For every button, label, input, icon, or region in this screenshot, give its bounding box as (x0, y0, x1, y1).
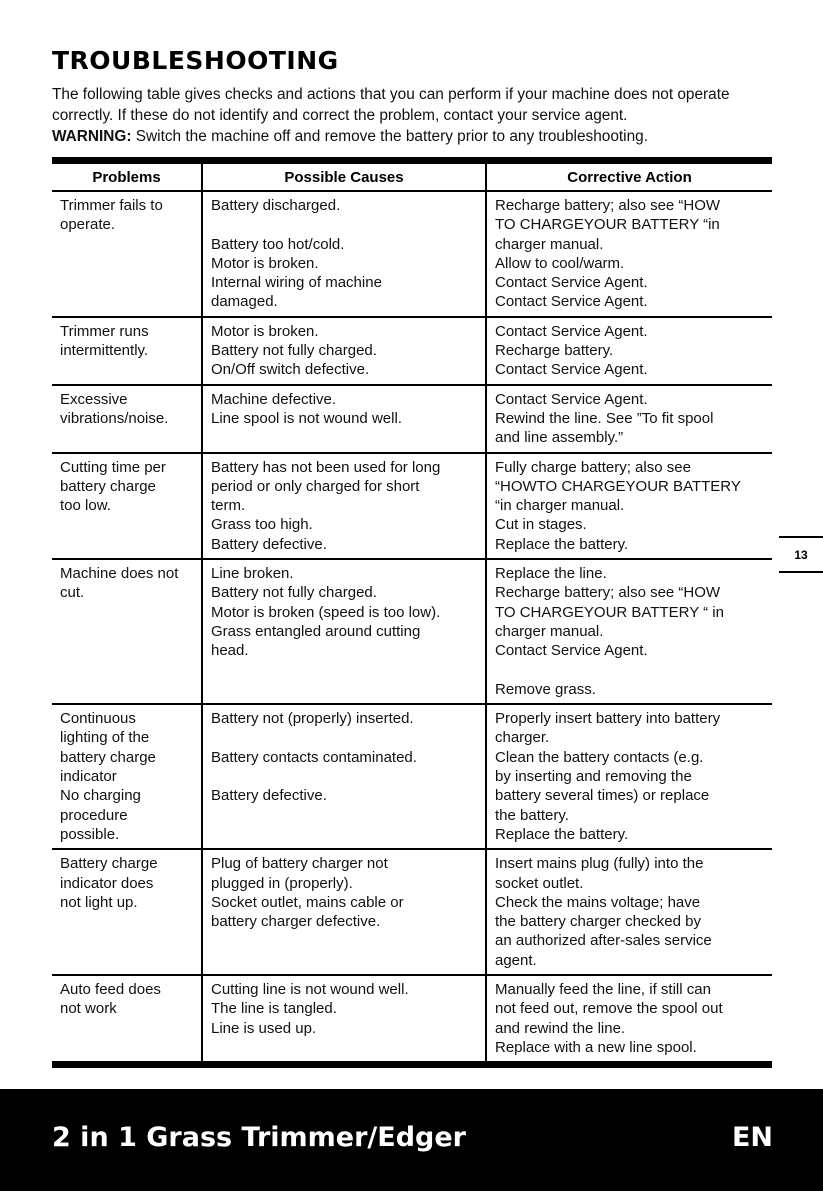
cell-line: operate. (60, 216, 116, 234)
cell-line: Battery has not been used for long (211, 458, 441, 476)
cell-line: Motor is broken (speed is too low). (211, 603, 441, 621)
problem-cell (52, 975, 202, 1061)
cell-line: and rewind the line. (495, 1019, 626, 1037)
cell-line: intermittently. (60, 342, 149, 360)
cell-line: an authorized after-sales service (495, 932, 712, 950)
cell-line: Battery not fully charged. (211, 584, 377, 602)
problem-cell (52, 191, 202, 317)
cell-line (211, 215, 479, 234)
cell-line: vibrations/noise. (60, 409, 169, 427)
cell-line: Line broken. (211, 565, 294, 583)
table-row (52, 191, 772, 317)
causes-cell (202, 191, 486, 317)
table-row (52, 849, 772, 975)
cell-line: TO CHARGEYOUR BATTERY “ in (495, 603, 724, 621)
cell-line: “HOWTO CHARGEYOUR BATTERY (495, 477, 741, 495)
cell-line: Machine defective. (211, 390, 337, 408)
cell-line: Recharge battery; also see “HOW (495, 584, 721, 602)
warning-label: WARNING: (52, 128, 132, 145)
warning-text: Switch the machine off and remove the battery prior to any troubleshooting. (131, 128, 648, 145)
cell-line: Trimmer fails to (60, 197, 163, 214)
footer-language-code: EN (731, 1122, 773, 1153)
table-row (52, 975, 772, 1061)
cell-line: Cut in stages. (495, 516, 587, 534)
causes-cell (202, 453, 486, 559)
table-row (52, 453, 772, 559)
causes-cell (202, 975, 486, 1061)
cell-line: Line is used up. (211, 1019, 317, 1037)
cell-line: not work (60, 1000, 117, 1018)
cell-line: too low. (60, 497, 111, 515)
cell-line: Properly insert battery into battery (495, 710, 721, 728)
cell-line: Auto feed does (60, 980, 161, 998)
cell-line: and line assembly.” (495, 429, 624, 447)
cell-line: battery charge (60, 748, 156, 766)
cell-line: battery charge (60, 477, 156, 495)
causes-cell (202, 385, 486, 453)
cell-line: Replace the line. (495, 565, 607, 583)
cell-line: Machine does not (60, 565, 179, 583)
cell-line: cut. (60, 584, 85, 602)
cell-line: Cutting line is not wound well. (211, 980, 409, 998)
cell-line: the battery. (495, 806, 569, 824)
actions-cell (486, 191, 772, 317)
cell-line: not light up. (60, 893, 138, 911)
problem-cell (52, 849, 202, 975)
cell-line: indicator does (60, 874, 154, 892)
cell-line: Contact Service Agent. (495, 361, 648, 379)
cell-line: Continuous (60, 710, 136, 728)
cell-line: not feed out, remove the spool out (495, 1000, 723, 1018)
cell-line: indicator (60, 768, 117, 786)
cell-line: Grass entangled around cutting (211, 622, 421, 640)
page-number: 13 (779, 536, 823, 573)
cell-line: Allow to cool/warm. (495, 254, 625, 272)
cell-line: TO CHARGEYOUR BATTERY “in (495, 216, 720, 234)
cell-line: Excessive (60, 390, 128, 408)
actions-cell (486, 704, 772, 849)
cell-line: Contact Service Agent. (495, 642, 648, 660)
header-problems: Problems (52, 164, 202, 191)
causes-cell (202, 849, 486, 975)
cell-line: charger manual. (495, 235, 604, 253)
header-corrective-action: Corrective Action (486, 164, 772, 191)
cell-line: procedure (60, 806, 128, 824)
cell-line: Battery discharged. (211, 197, 341, 214)
cell-line: Contact Service Agent. (495, 390, 648, 408)
troubleshooting-table (52, 157, 772, 1068)
cell-line: Replace the battery. (495, 825, 629, 843)
cell-line: period or only charged for short (211, 477, 420, 495)
cell-line (211, 728, 479, 747)
cell-line: Battery not (properly) inserted. (211, 710, 414, 728)
cell-line: head. (211, 642, 249, 660)
problem-cell (52, 317, 202, 385)
cell-line: Contact Service Agent. (495, 274, 648, 292)
actions-cell (486, 559, 772, 704)
cell-line: agent. (495, 951, 537, 969)
table-row (52, 559, 772, 704)
cell-line: the battery charger checked by (495, 913, 701, 931)
cell-line: Check the mains voltage; have (495, 893, 701, 911)
actions-cell (486, 849, 772, 975)
problem-cell (52, 453, 202, 559)
problem-cell (52, 704, 202, 849)
cell-line: Battery defective. (211, 787, 327, 805)
actions-cell (486, 317, 772, 385)
cell-line: Contact Service Agent. (495, 322, 648, 340)
cell-line: Replace the battery. (495, 535, 629, 553)
cell-line: Line spool is not wound well. (211, 409, 402, 427)
cell-line: Remove grass. (495, 680, 596, 698)
cell-line: lighting of the (60, 729, 150, 747)
cell-line: Plug of battery charger not (211, 855, 388, 873)
problem-cell (52, 559, 202, 704)
actions-cell (486, 453, 772, 559)
cell-line: The line is tangled. (211, 1000, 337, 1018)
cell-line: charger. (495, 729, 550, 747)
cell-line: charger manual. (495, 622, 604, 640)
cell-line: Battery not fully charged. (211, 342, 377, 360)
table-body (52, 191, 772, 1061)
cell-line: Internal wiring of machine (211, 274, 382, 292)
header-possible-causes: Possible Causes (202, 164, 486, 191)
cell-line: possible. (60, 825, 120, 843)
actions-cell (486, 975, 772, 1061)
cell-line: Motor is broken. (211, 254, 319, 272)
cell-line: Contact Service Agent. (495, 293, 648, 311)
cell-line: Recharge battery. (495, 342, 614, 360)
footer-product-name: 2 in 1 Grass Trimmer/Edger (52, 1122, 466, 1153)
cell-line: Motor is broken. (211, 322, 319, 340)
cell-line: Manually feed the line, if still can (495, 980, 711, 998)
cell-line (211, 767, 479, 786)
cell-line: Battery too hot/cold. (211, 235, 345, 253)
cell-line: Rewind the line. See ”To fit spool (495, 409, 714, 427)
table-row (52, 317, 772, 385)
table-row (52, 704, 772, 849)
cell-line: plugged in (properly). (211, 874, 353, 892)
cell-line: Clean the battery contacts (e.g. (495, 748, 704, 766)
cell-line: On/Off switch defective. (211, 361, 370, 379)
cell-line: damaged. (211, 293, 278, 311)
intro-text: The following table gives checks and actions that you can perform if your machine does not operate correctly. If these do not identify and correct the problem, contact your service agent. (52, 86, 730, 124)
cell-line: Battery defective. (211, 535, 327, 553)
cell-line: battery several times) or replace (495, 787, 710, 805)
cell-line: term. (211, 497, 246, 515)
cell-line (495, 661, 766, 680)
cell-line: Grass too high. (211, 516, 313, 534)
cell-line: Replace with a new line spool. (495, 1038, 697, 1056)
cell-line: Battery contacts contaminated. (211, 748, 417, 766)
cell-line: Recharge battery; also see “HOW (495, 197, 721, 214)
cell-line: Socket outlet, mains cable or (211, 893, 404, 911)
footer-bar (0, 1089, 823, 1191)
causes-cell (202, 317, 486, 385)
cell-line: No charging (60, 787, 141, 805)
actions-cell (486, 385, 772, 453)
problem-cell (52, 385, 202, 453)
cell-line: Battery charge (60, 855, 158, 873)
causes-cell (202, 704, 486, 849)
cell-line: socket outlet. (495, 874, 584, 892)
causes-cell (202, 559, 486, 704)
table-header-row (52, 164, 772, 191)
cell-line: battery charger defective. (211, 913, 381, 931)
cell-line: Cutting time per (60, 458, 166, 476)
page-title: TROUBLESHOOTING (52, 46, 339, 75)
cell-line: by inserting and removing the (495, 768, 692, 786)
cell-line: Fully charge battery; also see (495, 458, 691, 476)
cell-line: “in charger manual. (495, 497, 625, 515)
cell-line: Trimmer runs (60, 322, 149, 340)
intro-paragraph (52, 84, 772, 147)
cell-line: Insert mains plug (fully) into the (495, 855, 704, 873)
table-row (52, 385, 772, 453)
